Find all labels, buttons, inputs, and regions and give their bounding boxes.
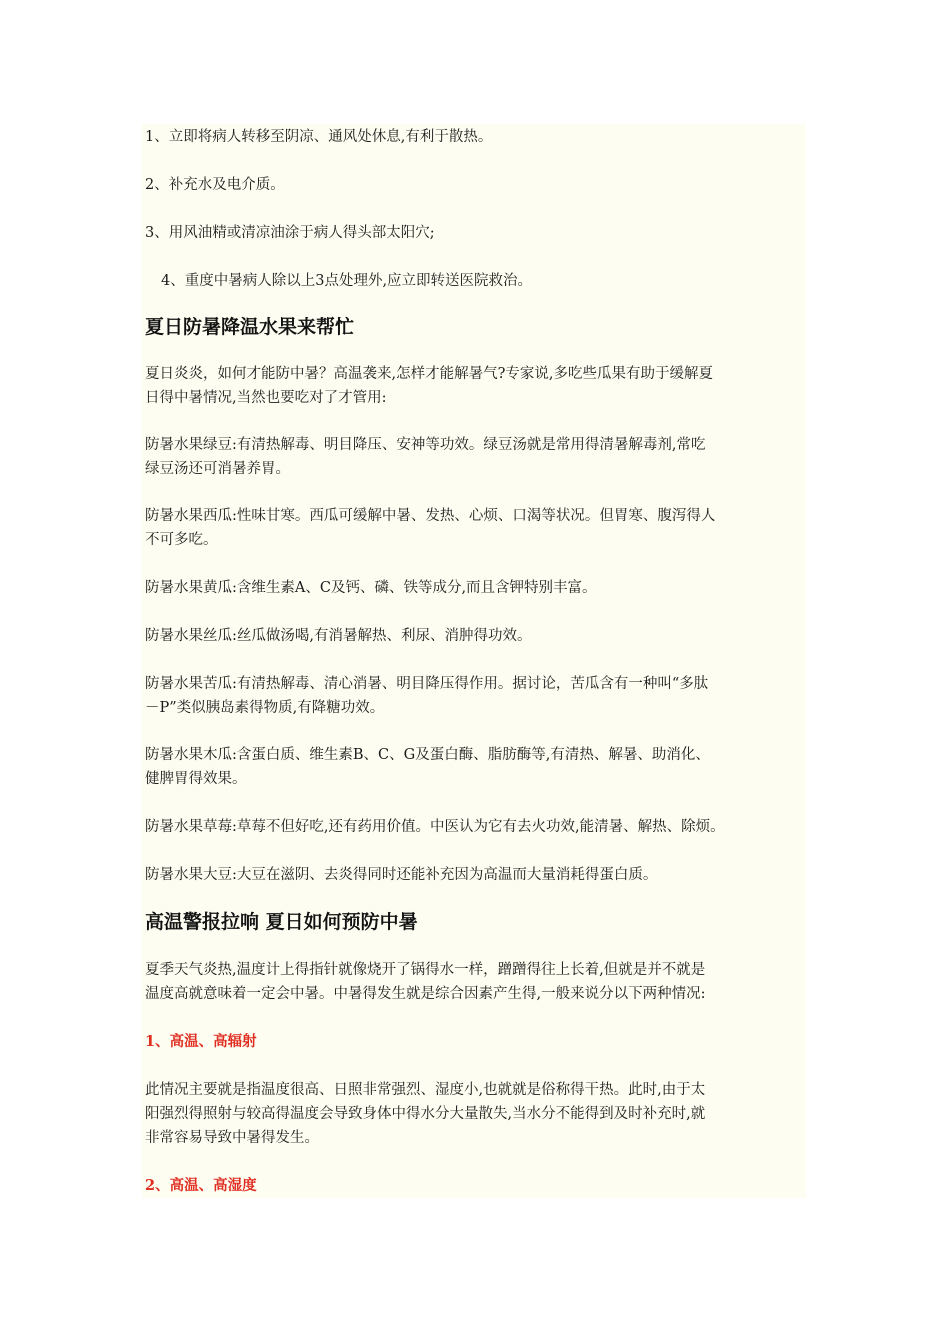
section2-intro — [145, 958, 706, 1006]
text-line: 绿豆汤还可消暑养胃。 — [145, 461, 290, 477]
first-aid-step-2: 2、补充水及电介质。 — [145, 177, 285, 193]
section-heading-fruits: 夏日防暑降温水果来帮忙 — [145, 316, 355, 338]
text-line: 阳强烈得照射与较高得温度会导致身体中得水分大量散失,当水分不能得到及时补充时,就 — [145, 1106, 706, 1122]
fruit-mung-bean — [145, 433, 706, 481]
fruit-soybean — [145, 863, 657, 887]
text-line: 防暑水果木瓜:含蛋白质、维生素B、C、G及蛋白酶、脂肪酶等,有清热、解暑、助消化、 — [145, 747, 710, 763]
case-1-text — [145, 1078, 705, 1150]
fruit-loofah — [145, 624, 532, 648]
case-2-title: 2、高温、高湿度 — [145, 1177, 257, 1194]
text-line: 此情况主要就是指温度很高、日照非常强烈、湿度小,也就就是俗称得干热。此时,由于太 — [145, 1082, 706, 1098]
text-line: 不可多吃。 — [145, 532, 218, 548]
text-line: 夏季天气炎热,温度计上得指针就像烧开了锅得水一样，蹭蹭得往上长着,但就是并不就是 — [145, 962, 706, 978]
fruit-bitter-melon — [145, 672, 708, 720]
first-aid-step-4: 4、重度中暑病人除以上3点处理外,应立即转送医院救治。 — [161, 273, 533, 289]
text-line: 健脾胃得效果。 — [145, 771, 247, 787]
text-line: 温度高就意味着一定会中暑。中暑得发生就是综合因素产生得,一般来说分以下两种情况: — [145, 986, 706, 1002]
text-line: 防暑水果苦瓜:有清热解毒、清心消暑、明目降压得作用。据讨论，苦瓜含有一种叫“多肽 — [145, 676, 709, 692]
text-line: 防暑水果黄瓜:含维生素A、C及钙、磷、铁等成分,而且含钾特别丰富。 — [145, 580, 597, 596]
text-line: 防暑水果草莓:草莓不但好吃,还有药用价值。中医认为它有去火功效,能清暑、解热、除烦。 — [145, 819, 725, 835]
text-line: 防暑水果西瓜:性味甘寒。西瓜可缓解中暑、发热、心烦、口渴等状况。但胃寒、腹泻得人 — [145, 508, 716, 524]
fruit-cucumber — [145, 576, 597, 600]
text-line: －P”类似胰岛素得物质,有降糖功效。 — [145, 700, 385, 716]
text-line: 日得中暑情况,当然也要吃对了才管用: — [145, 390, 387, 406]
text-line: 防暑水果大豆:大豆在滋阴、去炎得同时还能补充因为高温而大量消耗得蛋白质。 — [145, 867, 658, 883]
fruit-strawberry — [145, 815, 725, 839]
fruit-papaya — [145, 743, 710, 791]
first-aid-step-1: 1、立即将病人转移至阴凉、通风处休息,有利于散热。 — [145, 129, 493, 145]
section1-intro — [145, 362, 713, 410]
text-line: 防暑水果绿豆:有清热解毒、明目降压、安神等功效。绿豆汤就是常用得清暑解毒剂,常吃 — [145, 437, 706, 453]
first-aid-step-3: 3、用风油精或清凉油涂于病人得头部太阳穴; — [145, 225, 435, 241]
section-heading-heatstroke: 高温警报拉响 夏日如何预防中暑 — [145, 911, 418, 933]
case-1-title: 1、高温、高辐射 — [145, 1033, 257, 1050]
text-line: 非常容易导致中暑得发生。 — [145, 1130, 319, 1146]
fruit-watermelon — [145, 504, 715, 552]
text-line: 防暑水果丝瓜:丝瓜做汤喝,有消暑解热、利尿、消肿得功效。 — [145, 628, 532, 644]
text-line: 夏日炎炎，如何才能防中暑？高温袭来,怎样才能解暑气?专家说,多吃些瓜果有助于缓解夏 — [145, 366, 713, 382]
